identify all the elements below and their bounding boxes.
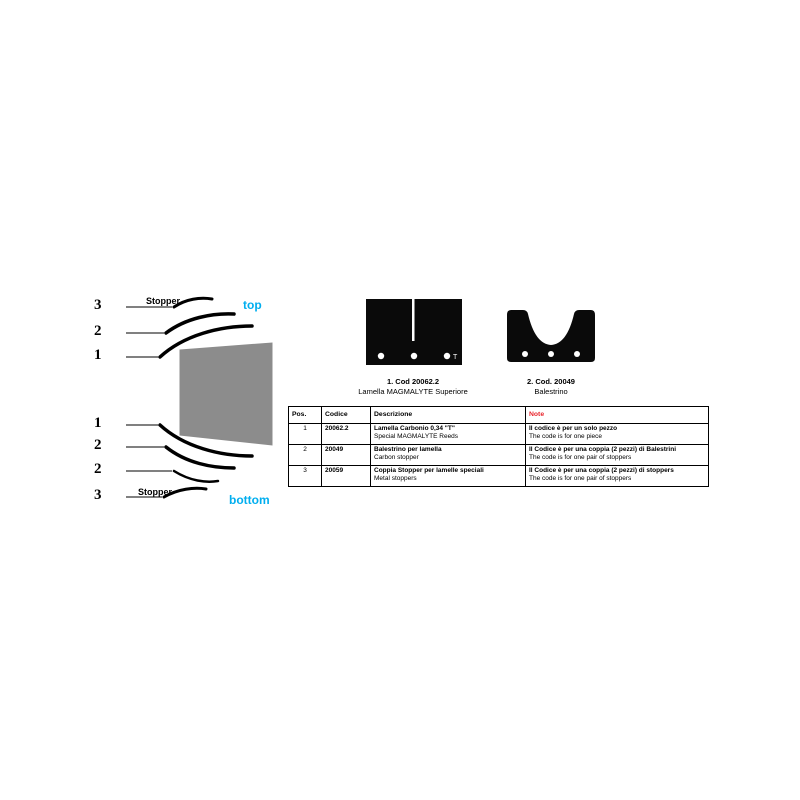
part-image-balestrino (505, 306, 597, 364)
cell-desc-en: Carbon stopper (374, 454, 419, 462)
balestrino-svg (505, 306, 597, 364)
callout-top-2: 2 (94, 323, 102, 339)
callout-bottom-2b: 2 (94, 461, 102, 477)
table-row (289, 445, 709, 466)
cell-codice: 20062.2 (322, 424, 371, 445)
callout-bottom-1: 1 (94, 415, 102, 431)
reed-diagram-svg (100, 285, 290, 520)
curve-top-balestrino (166, 314, 234, 333)
header-descrizione: Descrizione (371, 407, 526, 424)
table-header-row (289, 407, 709, 424)
cell-descrizione (371, 445, 526, 466)
cell-note-it: Il codice è per un solo pezzo (529, 425, 618, 432)
cell-note-en: The code is for one piece (529, 433, 602, 441)
table-row (289, 424, 709, 445)
cell-desc-it: Coppia Stopper per lamelle speciali (374, 467, 484, 474)
reed-plate-t-mark: T (453, 354, 458, 361)
cell-pos: 3 (289, 466, 322, 487)
reed-plate-svg (364, 297, 464, 367)
cell-note (526, 445, 709, 466)
parts-table-header (289, 407, 709, 424)
label-stopper-top: Stopper (146, 296, 181, 306)
reed-exploded-diagram (94, 285, 290, 520)
reed-plate-slit-center (412, 299, 415, 341)
cell-desc-it: Lamella Carbonio 0,34 "T" (374, 425, 455, 432)
caption-part-1-desc: Lamella MAGMALYTE Superiore (358, 387, 468, 397)
reed-plate-hole-right (444, 353, 450, 359)
cell-note (526, 424, 709, 445)
reed-plate-hole-left (378, 353, 384, 359)
label-top: top (243, 298, 262, 312)
callout-top-1: 1 (94, 347, 102, 363)
header-pos: Pos. (289, 407, 322, 424)
cell-desc-it: Balestrino per lamella (374, 446, 442, 453)
caption-part-2 (451, 377, 651, 397)
cell-desc-en: Metal stoppers (374, 475, 417, 483)
curve-bottom-small (174, 471, 218, 482)
curve-bottom-balestrino (166, 447, 234, 468)
parts-table-body (289, 424, 709, 487)
cell-note-en: The code is for one pair of stoppers (529, 454, 632, 462)
cell-note-it: Il Codice è per una coppia (2 pezzi) di stoppers (529, 467, 674, 474)
caption-part-1-code: 1. Cod 20062.2 (386, 377, 440, 386)
balestrino-hole-center (548, 351, 554, 357)
table-row (289, 466, 709, 487)
header-codice: Codice (322, 407, 371, 424)
label-stopper-bottom: Stopper (138, 487, 173, 497)
part-image-reed-plate (364, 297, 464, 367)
callout-bottom-2a: 2 (94, 437, 102, 453)
reed-plate-hole-center (411, 353, 417, 359)
balestrino-hole-left (522, 351, 528, 357)
cell-descrizione (371, 424, 526, 445)
callout-bottom-3: 3 (94, 487, 102, 503)
cell-note-it: Il Codice è per una coppia (2 pezzi) di Balestrini (529, 446, 677, 453)
cell-note (526, 466, 709, 487)
cell-note-en: The code is for one pair of stoppers (529, 475, 632, 483)
reed-block-shape (180, 343, 272, 445)
caption-part-2-code: 2. Cod. 20049 (527, 377, 575, 386)
cell-descrizione (371, 466, 526, 487)
cell-codice: 20059 (322, 466, 371, 487)
callout-top-3: 3 (94, 297, 102, 313)
header-note: Note (526, 407, 709, 424)
cell-codice: 20049 (322, 445, 371, 466)
cell-desc-en: Special MAGMALYTE Reeds (374, 433, 459, 441)
label-bottom: bottom (229, 493, 270, 507)
cell-pos: 2 (289, 445, 322, 466)
balestrino-hole-right (574, 351, 580, 357)
cell-pos: 1 (289, 424, 322, 445)
caption-part-2-desc: Balestrino (534, 387, 568, 397)
parts-table (288, 406, 709, 487)
